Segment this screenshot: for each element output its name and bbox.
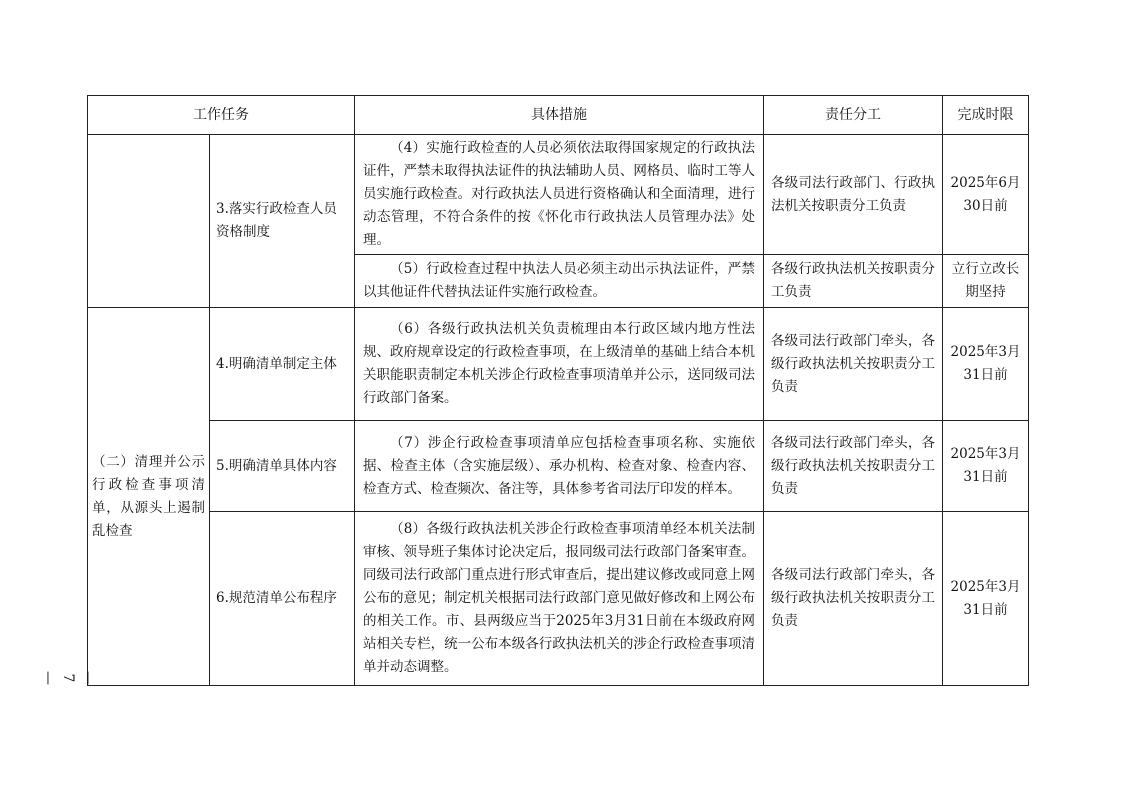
deadline-cell: 2025年6月30日前 [943,135,1029,255]
measure-cell: （5）行政检查过程中执法人员必须主动出示执法证件，严禁以其他证件代替执法证件实施行政检查。 [355,255,764,308]
page-number [40,648,96,708]
table-row [88,421,1029,512]
header-deadline: 完成时限 [943,96,1029,135]
subtask-cell: 3.落实行政检查人员资格制度 [210,135,355,308]
table-row [88,512,1029,686]
responsibility-cell: 各级司法行政部门牵头，各级行政执法机关按职责分工负责 [764,512,943,686]
responsibility-cell: 各级司法行政部门牵头，各级行政执法机关按职责分工负责 [764,308,943,421]
subtask-cell: 6.规范清单公布程序 [210,512,355,686]
deadline-cell: 2025年3月31日前 [943,421,1029,512]
subtask-cell: 5.明确清单具体内容 [210,421,355,512]
table-row [88,135,1029,255]
subtask-cell: 4.明确清单制定主体 [210,308,355,421]
measure-cell: （4）实施行政检查的人员必须依法取得国家规定的行政执法证件，严禁未取得执法证件的执法辅助人员、网格员、临时工等人员实施行政检查。对行政执法人员进行资格确认和全面清理，进行动态管理，不符合条件的按《怀化市行政执法人员管理办法》处理。 [355,135,764,255]
deadline-cell: 立行立改长期坚持 [943,255,1029,308]
measure-cell: （7）涉企行政检查事项清单应包括检查事项名称、实施依据、检查主体（含实施层级）、承办机构、检查对象、检查内容、检查方式、检查频次、备注等，具体参考省司法厅印发的样本。 [355,421,764,512]
header-responsibility: 责任分工 [764,96,943,135]
header-task: 工作任务 [88,96,355,135]
measure-cell: （8）各级行政执法机关涉企行政检查事项清单经本机关法制审核、领导班子集体讨论决定后，报同级司法行政部门备案审查。同级司法行政部门重点进行形式审查后，提出建议修改或同意上网公布的意见；制定机关根据司法行政部门意见做好修改和上网公布的相关工作。市、县两级应当于2025年3月31日前在本级政府网站相关专栏，统一公布本级各行政执法机关的涉企行政检查事项清单并动态调整。 [355,512,764,686]
page-number-text: — 7 — [40,671,96,685]
table-header-row [88,96,1029,135]
header-measures: 具体措施 [355,96,764,135]
deadline-cell: 2025年3月31日前 [943,512,1029,686]
task-cell [88,135,210,308]
deadline-cell: 2025年3月31日前 [943,308,1029,421]
table-row [88,308,1029,421]
task-cell: （二）清理并公示行政检查事项清单，从源头上遏制乱检查 [88,308,210,686]
measures-table [87,95,1029,686]
responsibility-cell: 各级行政执法机关按职责分工负责 [764,255,943,308]
responsibility-cell: 各级司法行政部门、行政执法机关按职责分工负责 [764,135,943,255]
responsibility-cell: 各级司法行政部门牵头，各级行政执法机关按职责分工负责 [764,421,943,512]
measure-cell: （6）各级行政执法机关负责梳理由本行政区域内地方性法规、政府规章设定的行政检查事项，在上级清单的基础上结合本机关职能职责制定本机关涉企行政检查事项清单并公示，送同级司法行政部门备案。 [355,308,764,421]
